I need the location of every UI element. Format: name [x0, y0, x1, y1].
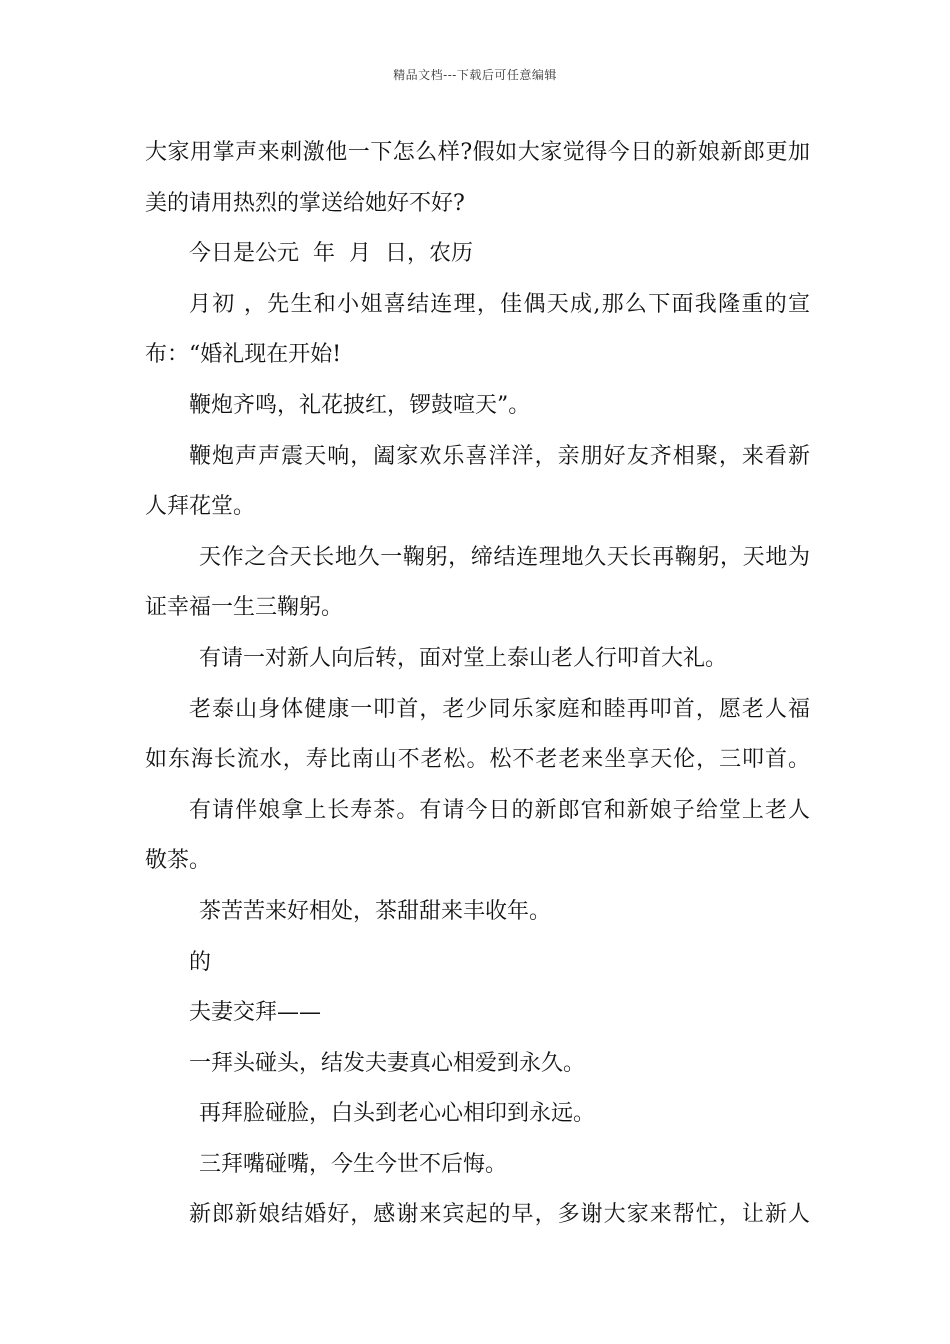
text-line: 美的请用热烈的掌送给她好不好?	[145, 190, 465, 216]
document-body	[145, 128, 810, 1241]
text-line: 月初 ，先生和小姐喜结连理，佳偶天成,那么下面我隆重的宣	[189, 291, 810, 317]
page-header: 精品文档---下载后可任意编辑	[393, 68, 557, 82]
text-line: 布：“婚礼现在开始!	[145, 342, 342, 368]
text-line: 今日是公元 年 月 日，农历	[189, 241, 473, 267]
text-line: 新郎新娘结婚好，感谢来宾起的早，多谢大家来帮忙，让新人	[189, 1202, 810, 1228]
text-line: 一拜头碰头，结发夫妻真心相爱到永久。	[189, 1050, 586, 1076]
text-line: 如东海长流水，寿比南山不老松。松不老老来坐享天伦，三叩首。	[145, 747, 810, 773]
text-line: 证幸福一生三鞠躬。	[145, 595, 344, 621]
text-line: 大家用掌声来刺激他一下怎么样?假如大家觉得今日的新娘新郎更加	[145, 140, 810, 165]
text-line: 有请一对新人向后转，面对堂上泰山老人行叩首大礼。	[199, 645, 728, 671]
text-line: 再拜脸碰脸，白头到老心心相印到永远。	[199, 1101, 596, 1127]
text-line: 敬茶。	[145, 848, 212, 874]
text-line: 的	[189, 949, 212, 975]
text-line: 鞭炮齐鸣，礼花披红，锣鼓喧天”。	[189, 392, 531, 418]
text-line: 人拜花堂。	[145, 494, 256, 520]
text-line: 茶苦苦来好相处，茶甜甜来丰收年。	[199, 898, 552, 924]
text-line: 有请伴娘拿上长寿茶。有请今日的新郎官和新娘子给堂上老人	[189, 797, 810, 823]
text-line: 天作之合天长地久一鞠躬，缔结连理地久天长再鞠躬，天地为	[199, 544, 810, 570]
text-line: 老泰山身体健康一叩首，老少同乐家庭和睦再叩首，愿老人福	[189, 696, 810, 722]
text-line: 鞭炮声声震天响，阖家欢乐喜洋洋，亲朋好友齐相聚，来看新	[189, 443, 810, 469]
text-line: 夫妻交拜——	[189, 1000, 322, 1026]
text-line: 三拜嘴碰嘴，今生今世不后悔。	[199, 1151, 508, 1177]
